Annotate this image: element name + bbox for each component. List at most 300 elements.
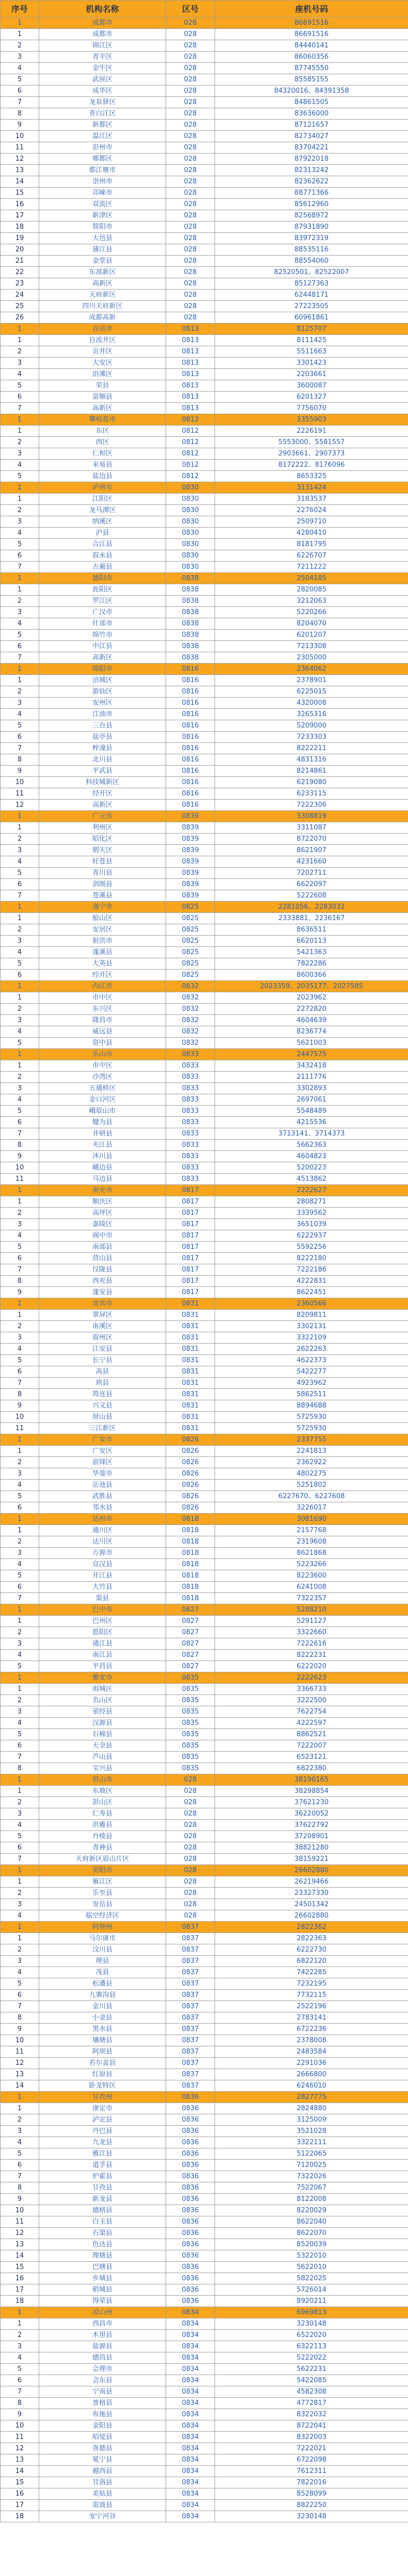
area-code: 0835	[166, 1763, 215, 1774]
agency-name: 广汉市	[39, 607, 166, 618]
table-row	[1, 2080, 408, 2092]
phone-number: 4513862	[215, 1174, 408, 1185]
agency-name: 涪城区	[39, 675, 166, 686]
phone-number: 6201207	[215, 630, 408, 641]
phone-number: 3226017	[215, 1502, 408, 1514]
table-row	[1, 2273, 408, 2284]
table-row	[1, 2488, 408, 2500]
region-phone: 86691516	[215, 18, 408, 29]
phone-number: 2111776	[215, 1072, 408, 1083]
agency-name: 金堂县	[39, 256, 166, 267]
row-index: 11	[1, 788, 39, 800]
phone-number: 8622040	[215, 2216, 408, 2228]
agency-name: 沐川县	[39, 1151, 166, 1162]
table-row	[1, 686, 408, 698]
phone-number: 8894688	[215, 1400, 408, 1412]
table-row	[1, 1060, 408, 1072]
row-index: 3	[1, 1015, 39, 1026]
agency-name: 叙永县	[39, 550, 166, 562]
area-code: 028	[166, 1888, 215, 1899]
area-code: 0833	[166, 1174, 215, 1185]
table-row	[1, 2318, 408, 2330]
phone-number: 5251802	[215, 1480, 408, 1491]
area-code: 0837	[166, 1933, 215, 1944]
table-row	[1, 2194, 408, 2205]
phone-number: 4582308	[215, 2386, 408, 2398]
row-index: 14	[1, 2466, 39, 2477]
row-index: 10	[1, 777, 39, 788]
table-row	[1, 822, 408, 834]
region-row	[1, 573, 408, 584]
area-code: 0818	[166, 1593, 215, 1604]
agency-name: 阆中市	[39, 1230, 166, 1242]
area-code: 028	[166, 97, 215, 108]
row-index: 5	[1, 868, 39, 879]
table-row	[1, 1899, 408, 1910]
row-index: 3	[1, 358, 39, 369]
row-index: 5	[1, 471, 39, 482]
agency-name: 高新区	[39, 652, 166, 664]
table-row	[1, 1763, 408, 1774]
table-row	[1, 142, 408, 154]
phone-number: 4604823	[215, 1151, 408, 1162]
agency-name: 茂县	[39, 1967, 166, 1978]
area-code: 0825	[166, 913, 215, 924]
table-row	[1, 86, 408, 97]
agency-name: 仁和区	[39, 448, 166, 460]
area-code: 028	[166, 52, 215, 63]
table-row	[1, 1219, 408, 1230]
table-row	[1, 2148, 408, 2160]
phone-number: 5209000	[215, 720, 408, 732]
row-index: 5	[1, 1831, 39, 1842]
row-index: 5	[1, 74, 39, 86]
area-code: 0812	[166, 471, 215, 482]
phone-number: 6822380	[215, 1763, 408, 1774]
area-code: 0831	[166, 1423, 215, 1434]
agency-name: 泸定县	[39, 2114, 166, 2126]
table-row	[1, 1638, 408, 1650]
area-code: 028	[166, 1808, 215, 1820]
region-area-code: 0812	[166, 414, 215, 426]
row-index: 18	[1, 222, 39, 233]
row-index: 4	[1, 528, 39, 539]
phone-number: 37208901	[215, 1831, 408, 1842]
table-row	[1, 1820, 408, 1831]
row-index: 4	[1, 1230, 39, 1242]
area-code: 0833	[166, 1094, 215, 1106]
agency-name: 锦江区	[39, 40, 166, 52]
area-code: 028	[166, 120, 215, 131]
row-index: 7	[1, 562, 39, 573]
table-row	[1, 766, 408, 777]
phone-number: 7622754	[215, 1706, 408, 1718]
area-code: 0833	[166, 1117, 215, 1128]
phone-number: 5622231	[215, 2364, 408, 2375]
phone-number: 23327330	[215, 1888, 408, 1899]
agency-name: 甘洛县	[39, 2477, 166, 2488]
phone-number: 6226707	[215, 550, 408, 562]
area-code: 0825	[166, 924, 215, 936]
area-code: 0839	[166, 822, 215, 834]
phone-number: 2822363	[215, 1933, 408, 1944]
table-row	[1, 1582, 408, 1593]
agency-name: 武胜县	[39, 1491, 166, 1502]
agency-name: 天府新区	[39, 290, 166, 301]
region-row	[1, 1049, 408, 1060]
area-code: 0835	[166, 1729, 215, 1740]
table-row	[1, 2500, 408, 2511]
agency-name: 卧龙特区	[39, 2080, 166, 2092]
agency-name: 荥经县	[39, 1706, 166, 1718]
area-code: 028	[166, 233, 215, 244]
row-index: 5	[1, 1729, 39, 1740]
table-row	[1, 380, 408, 392]
area-code: 0830	[166, 505, 215, 516]
agency-name: 高新区	[39, 403, 166, 414]
table-row	[1, 1253, 408, 1264]
phone-number: 6201327	[215, 392, 408, 403]
table-row	[1, 2454, 408, 2466]
row-index: 4	[1, 618, 39, 630]
agency-name: 金阳县	[39, 2420, 166, 2432]
phone-number: 3322660	[215, 1627, 408, 1638]
area-code: 0826	[166, 1468, 215, 1480]
region-row	[1, 18, 408, 29]
row-index: 4	[1, 1650, 39, 1661]
phone-number: 8322003	[215, 2432, 408, 2443]
row-index: 13	[1, 2069, 39, 2080]
row-index: 4	[1, 856, 39, 868]
agency-name: 彭州市	[39, 142, 166, 154]
table-row	[1, 2114, 408, 2126]
table-row	[1, 2352, 408, 2364]
row-index: 1	[1, 664, 39, 675]
area-code: 0831	[166, 1366, 215, 1378]
row-index: 1	[1, 1446, 39, 1457]
area-code: 0837	[166, 2069, 215, 2080]
phone-number: 8722041	[215, 2420, 408, 2432]
table-row	[1, 222, 408, 233]
area-code: 0834	[166, 2454, 215, 2466]
table-row	[1, 2409, 408, 2420]
row-index: 1	[1, 1185, 39, 1196]
agency-name: 成都市	[39, 29, 166, 40]
agency-name: 白玉县	[39, 2216, 166, 2228]
table-row	[1, 1990, 408, 2001]
region-name: 绵阳市	[39, 664, 166, 675]
phone-number: 7213308	[215, 641, 408, 652]
area-code: 0832	[166, 1026, 215, 1038]
phone-number: 3230148	[215, 2511, 408, 2522]
table-row	[1, 754, 408, 766]
phone-number: 5553000、5581557	[215, 437, 408, 448]
agency-name: 开江县	[39, 1570, 166, 1582]
phone-number: 7232195	[215, 1978, 408, 1990]
agency-name: 新龙县	[39, 2194, 166, 2205]
phone-number: 3212063	[215, 596, 408, 607]
table-row	[1, 630, 408, 641]
area-code: 0812	[166, 460, 215, 471]
phone-number: 2319608	[215, 1536, 408, 1548]
area-code: 0832	[166, 1004, 215, 1015]
table-row	[1, 1808, 408, 1820]
area-code: 0818	[166, 1548, 215, 1559]
region-phone: 3308819	[215, 811, 408, 822]
area-code: 028	[166, 267, 215, 278]
area-code: 0836	[166, 2205, 215, 2216]
agency-name: 理塘县	[39, 2250, 166, 2262]
table-row	[1, 131, 408, 142]
table-row	[1, 1344, 408, 1355]
table-row	[1, 788, 408, 800]
area-code: 0836	[166, 2126, 215, 2137]
area-code: 0827	[166, 1650, 215, 1661]
agency-name: 宝兴县	[39, 1763, 166, 1774]
agency-name: 安居区	[39, 924, 166, 936]
table-row	[1, 1797, 408, 1808]
area-code: 0835	[166, 1718, 215, 1729]
agency-name: 井研县	[39, 1128, 166, 1140]
area-code: 0834	[166, 2318, 215, 2330]
area-code: 0816	[166, 686, 215, 698]
area-code: 0830	[166, 528, 215, 539]
phone-number: 8222180	[215, 1253, 408, 1264]
phone-number: 8528099	[215, 2488, 408, 2500]
table-row	[1, 97, 408, 108]
area-code: 0818	[166, 1582, 215, 1593]
area-code: 0835	[166, 1706, 215, 1718]
agency-name: 邛崃市	[39, 188, 166, 199]
table-row	[1, 2262, 408, 2273]
region-row	[1, 2307, 408, 2318]
phone-number: 2203661	[215, 369, 408, 380]
table-row	[1, 1740, 408, 1752]
row-index: 1	[1, 1786, 39, 1797]
phone-number: 86060356	[215, 52, 408, 63]
agency-name: 成都高新	[39, 312, 166, 324]
region-area-code: 0825	[166, 902, 215, 913]
table-row	[1, 1208, 408, 1219]
region-name: 南充市	[39, 1185, 166, 1196]
phone-number: 5200223	[215, 1162, 408, 1174]
region-phone: 26602880	[215, 1865, 408, 1876]
area-code: 0817	[166, 1196, 215, 1208]
row-index: 8	[1, 1389, 39, 1400]
agency-name: 龙马潭区	[39, 505, 166, 516]
row-index: 16	[1, 2273, 39, 2284]
row-index: 3	[1, 1956, 39, 1967]
region-phone: 2222623	[215, 1672, 408, 1684]
table-row	[1, 845, 408, 856]
area-code: 0834	[166, 2443, 215, 2454]
row-index: 3	[1, 698, 39, 709]
row-index: 14	[1, 176, 39, 188]
row-index: 1	[1, 324, 39, 335]
phone-number: 3322111	[215, 2137, 408, 2148]
table-row	[1, 1944, 408, 1956]
area-code: 0834	[166, 2420, 215, 2432]
table-row	[1, 1786, 408, 1797]
agency-name: 华蓥市	[39, 1468, 166, 1480]
phone-number: 5725930	[215, 1423, 408, 1434]
agency-name: 会理市	[39, 2364, 166, 2375]
row-index: 1	[1, 1933, 39, 1944]
area-code: 0830	[166, 494, 215, 505]
row-index: 13	[1, 165, 39, 176]
agency-name: 江阳区	[39, 494, 166, 505]
region-name: 阿坝州	[39, 1922, 166, 1933]
row-index: 6	[1, 392, 39, 403]
table-row	[1, 1106, 408, 1117]
table-row	[1, 1593, 408, 1604]
phone-number: 2226191	[215, 426, 408, 437]
row-index: 19	[1, 233, 39, 244]
agency-name: 安州区	[39, 698, 166, 709]
table-row	[1, 1502, 408, 1514]
agency-name: 石棉县	[39, 1729, 166, 1740]
row-index: 6	[1, 1842, 39, 1854]
region-name: 眉山市	[39, 1774, 166, 1786]
area-code: 0837	[166, 2080, 215, 2092]
agency-name: 雷波县	[39, 2500, 166, 2511]
agency-name: 松潘县	[39, 1978, 166, 1990]
agency-name: 南江县	[39, 1650, 166, 1661]
agency-name: 色达县	[39, 2239, 166, 2250]
agency-name: 金牛区	[39, 63, 166, 74]
row-index: 15	[1, 188, 39, 199]
area-code: 0834	[166, 2398, 215, 2409]
table-row	[1, 1128, 408, 1140]
row-index: 7	[1, 1128, 39, 1140]
area-code: 0816	[166, 709, 215, 720]
agency-name: 通江县	[39, 1638, 166, 1650]
phone-number: 4320008	[215, 698, 408, 709]
area-code: 0816	[166, 766, 215, 777]
area-code: 0830	[166, 516, 215, 528]
phone-number: 2824880	[215, 2103, 408, 2114]
agency-name: 贡井区	[39, 346, 166, 358]
table-row	[1, 74, 408, 86]
phone-number: 87931890	[215, 222, 408, 233]
area-code: 0832	[166, 992, 215, 1004]
agency-name: 旺苍县	[39, 856, 166, 868]
area-code: 0825	[166, 936, 215, 947]
row-index: 1	[1, 1060, 39, 1072]
row-index: 7	[1, 1378, 39, 1389]
row-index: 6	[1, 879, 39, 890]
region-name: 内江市	[39, 981, 166, 992]
area-code: 0836	[166, 2296, 215, 2307]
phone-number: 3222500	[215, 1695, 408, 1706]
row-index: 9	[1, 1287, 39, 1298]
table-row	[1, 471, 408, 482]
table-row	[1, 641, 408, 652]
table-row	[1, 312, 408, 324]
phone-number: 5725930	[215, 1412, 408, 1423]
phone-number: 5592256	[215, 1242, 408, 1253]
phone-number: 7612311	[215, 2466, 408, 2477]
phone-number: 2276024	[215, 505, 408, 516]
row-index: 2	[1, 346, 39, 358]
table-row	[1, 369, 408, 380]
row-index: 2	[1, 1321, 39, 1332]
agency-name: 昭化区	[39, 834, 166, 845]
agency-name: 青羊区	[39, 52, 166, 63]
region-area-code: 0838	[166, 573, 215, 584]
region-name: 德阳市	[39, 573, 166, 584]
area-code: 0835	[166, 1684, 215, 1695]
agency-name: 红原县	[39, 2069, 166, 2080]
agency-name: 江安县	[39, 1344, 166, 1355]
phone-number: 7222021	[215, 2443, 408, 2454]
row-index: 4	[1, 369, 39, 380]
area-code: 0812	[166, 426, 215, 437]
area-code: 0831	[166, 1412, 215, 1423]
table-row	[1, 913, 408, 924]
area-code: 0818	[166, 1570, 215, 1582]
area-code: 0834	[166, 2330, 215, 2341]
table-body	[1, 18, 408, 2522]
area-code: 028	[166, 1797, 215, 1808]
table-row	[1, 2126, 408, 2137]
table-row	[1, 516, 408, 528]
phone-number: 4923962	[215, 1378, 408, 1389]
area-code: 0833	[166, 1140, 215, 1151]
table-row	[1, 2058, 408, 2069]
area-code: 0813	[166, 380, 215, 392]
table-row	[1, 2046, 408, 2058]
agency-name: 市中区	[39, 992, 166, 1004]
row-index: 7	[1, 97, 39, 108]
row-index: 3	[1, 936, 39, 947]
table-row	[1, 2398, 408, 2409]
table-row	[1, 426, 408, 437]
table-row	[1, 2341, 408, 2352]
table-row	[1, 1423, 408, 1434]
phone-number: 4772817	[215, 2398, 408, 2409]
table-row	[1, 1389, 408, 1400]
table-row	[1, 1933, 408, 1944]
row-index: 13	[1, 2454, 39, 2466]
area-code: 0832	[166, 1015, 215, 1026]
row-index: 5	[1, 380, 39, 392]
agency-name: 德格县	[39, 2205, 166, 2216]
area-code: 0818	[166, 1536, 215, 1548]
row-index: 5	[1, 1355, 39, 1366]
area-code: 0817	[166, 1242, 215, 1253]
agency-name: 蒲江县	[39, 244, 166, 256]
row-index: 26	[1, 312, 39, 324]
phone-number: 8222211	[215, 743, 408, 754]
row-index: 1	[1, 1672, 39, 1684]
table-row	[1, 448, 408, 460]
area-code: 0827	[166, 1638, 215, 1650]
table-row	[1, 1310, 408, 1321]
phone-number: 5422085	[215, 2375, 408, 2386]
phone-number: 5422277	[215, 1366, 408, 1378]
table-row	[1, 437, 408, 448]
region-row	[1, 1672, 408, 1684]
phone-number: 8181795	[215, 539, 408, 550]
row-index: 1	[1, 335, 39, 346]
area-code: 0827	[166, 1616, 215, 1627]
row-index: 18	[1, 2296, 39, 2307]
table-row	[1, 154, 408, 165]
table-row	[1, 947, 408, 958]
phone-number: 2362922	[215, 1457, 408, 1468]
row-index: 6	[1, 1740, 39, 1752]
